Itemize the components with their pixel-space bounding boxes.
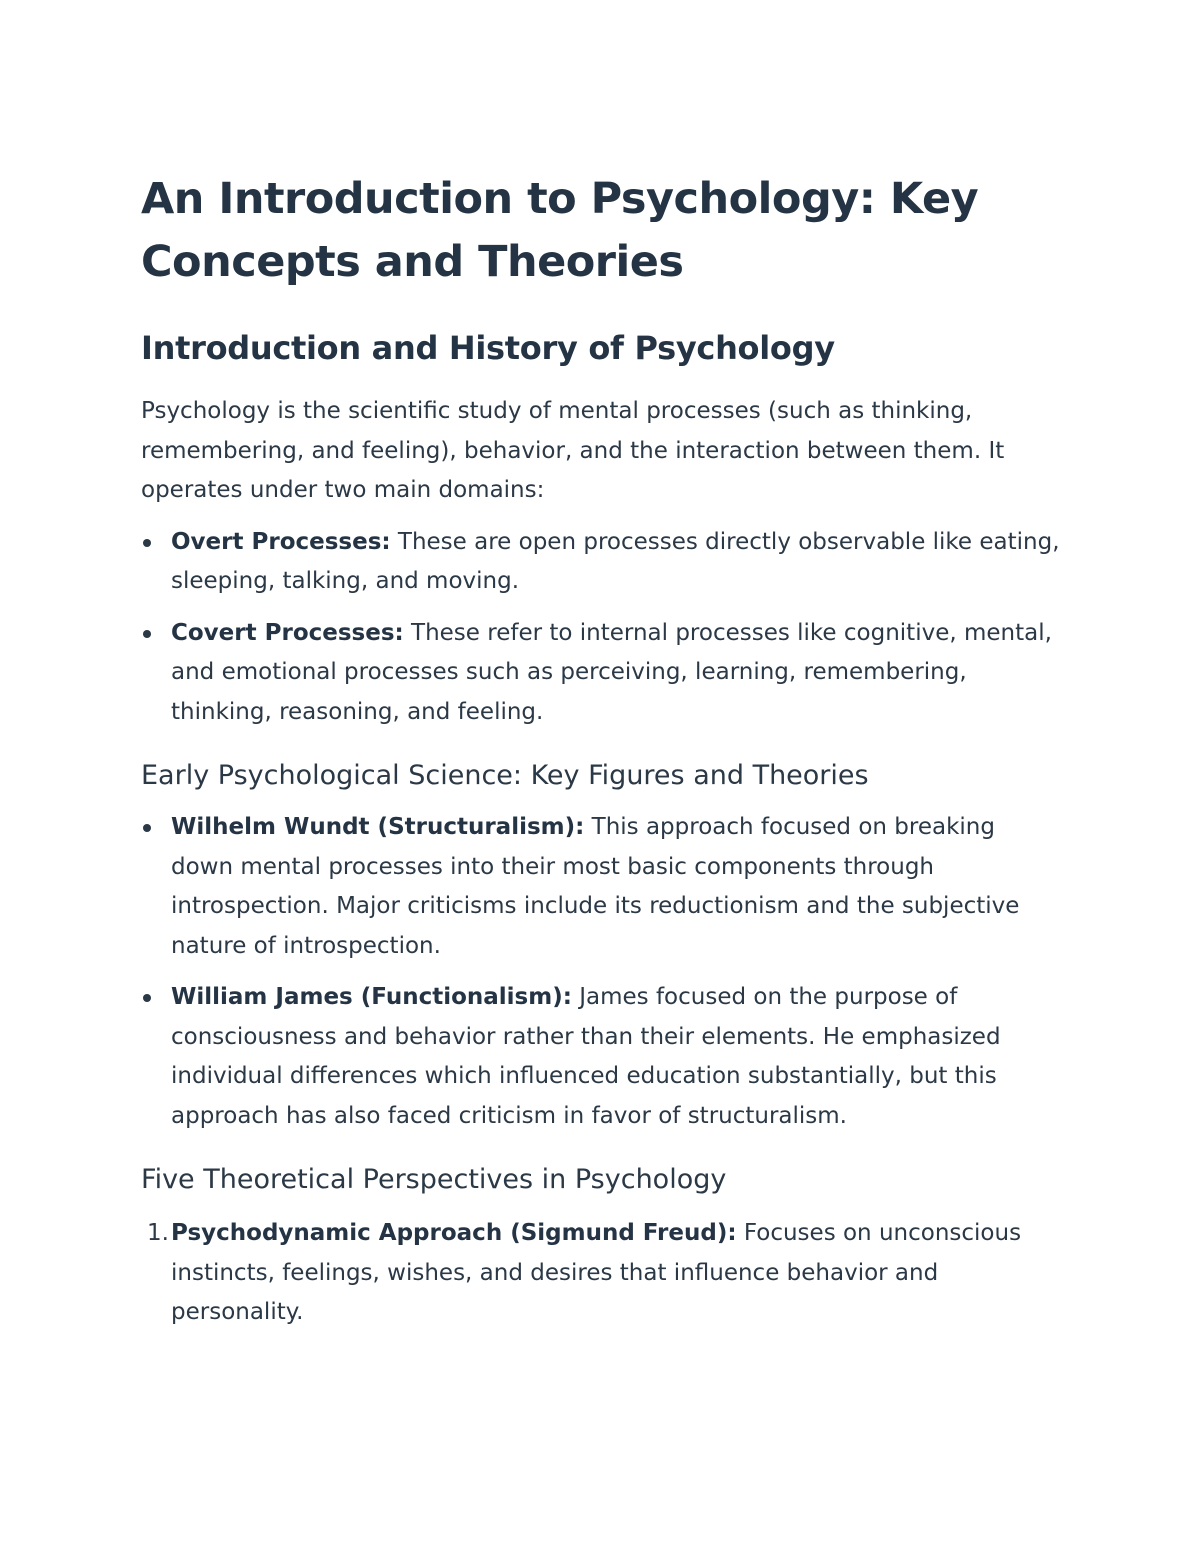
domains-list	[141, 523, 1061, 733]
list-item	[141, 614, 1061, 733]
list-item-text: James focused on the purpose of consciousness and behavior rather than their elements. He emphasized individual differences which influenced education substantially, but this approach has also faced criticism in favor of structuralism.	[171, 984, 1001, 1129]
section-heading-introduction: Introduction and History of Psychology	[141, 329, 835, 367]
bullet-icon	[143, 824, 151, 832]
list-item	[141, 808, 1061, 966]
bullet-icon	[143, 630, 151, 638]
list-item-term: Wilhelm Wundt (Structuralism):	[171, 814, 585, 840]
bullet-icon	[143, 994, 151, 1002]
document-title: An Introduction to Psychology: Key Concepts and Theories	[141, 174, 979, 287]
list-item-text: These are open processes directly observable like eating, sleeping, talking, and moving.	[171, 528, 1060, 594]
list-item-term: Overt Processes:	[171, 528, 391, 555]
list-item-text: This approach focused on breaking down mental processes into their most basic components through introspection. Major criticisms include its reductionism and the subjective nature of introspection.	[171, 814, 1020, 959]
section-heading-perspectives: Five Theoretical Perspectives in Psychology	[141, 1164, 727, 1195]
list-item	[141, 1214, 1061, 1333]
list-item	[141, 523, 1061, 602]
bullet-icon	[143, 539, 151, 547]
section-heading-early-science: Early Psychological Science: Key Figures and Theories	[141, 760, 869, 791]
list-item-term: Covert Processes:	[171, 619, 404, 646]
list-item-text: Focuses on unconscious instincts, feelings, wishes, and desires that influence behavior and personality.	[171, 1220, 1022, 1325]
perspectives-list	[141, 1214, 1061, 1333]
list-item-text: These refer to internal processes like cognitive, mental, and emotional processes such as perceiving, learning, remembering, thinking, reasoning, and feeling.	[171, 619, 1052, 725]
list-item-term: Psychodynamic Approach (Sigmund Freud):	[171, 1220, 737, 1246]
intro-paragraph: Psychology is the scientific study of mental processes (such as thinking, remembering, and feeling), behavior, and the interaction between them. It operates under two main domains:	[141, 398, 1005, 503]
document-page	[141, 168, 1061, 1333]
list-item-term: William James (Functionalism):	[171, 984, 572, 1010]
list-item	[141, 978, 1061, 1136]
list-item-number: 1.	[147, 1220, 169, 1246]
key-figures-list	[141, 808, 1061, 1136]
